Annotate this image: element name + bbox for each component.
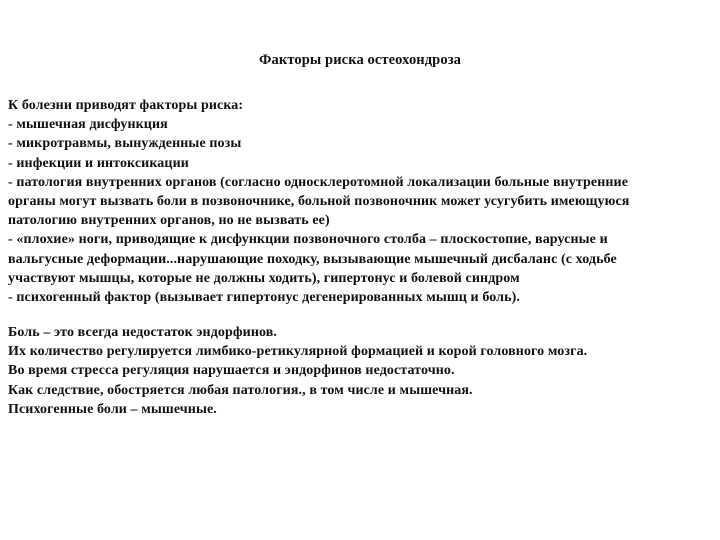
pain-line-psychogenic: Психогенные боли – мышечные. bbox=[8, 401, 217, 417]
factor-microtrauma: - микротравмы, вынужденные позы bbox=[8, 136, 242, 152]
factor-psychogenic: - психогенный фактор (вызывает гипертонус дегенерированных мышц и боль). bbox=[8, 290, 520, 306]
pain-line-stress: Во время стресса регуляция нарушается и эндорфинов недостаточно. bbox=[8, 363, 455, 379]
factors-intro-line: К болезни приводят факторы риска: bbox=[8, 98, 244, 113]
factor-bad-legs-line-2: вальгусные деформации...нарушающие походку, вызывающие мышечный дисбаланс (с ходьбе bbox=[8, 251, 617, 267]
risk-factors-block bbox=[8, 96, 713, 307]
pain-line-consequence: Как следствие, обостряется любая патология., в том числе и мышечная. bbox=[8, 382, 473, 398]
pain-line-regulation: Их количество регулируется лимбико-ретикулярной формацией и корой головного мозга. bbox=[8, 344, 588, 360]
page-title: Факторы риска остеохондроза bbox=[259, 52, 461, 68]
factor-infections: - инфекции и интоксикации bbox=[8, 155, 189, 171]
factor-internal-organs-line-2: органы могут вызвать боли в позвоночнике, больной позвоночник может усугубить имеющуюся bbox=[8, 194, 630, 210]
factor-muscle-dysfunction: - мышечная дисфункция bbox=[8, 117, 168, 133]
pain-line-endorphins: Боль – это всегда недостаток эндорфинов. bbox=[8, 325, 277, 340]
factor-bad-legs-line-3: участвуют мышцы, которые не должны ходить), гипертонус и болевой синдром bbox=[8, 270, 520, 286]
factor-internal-organs-line-1: - патология внутренних органов (согласно односклеротомной локализации больные внутренние bbox=[8, 174, 629, 190]
factor-bad-legs-line-1: - «плохие» ноги, приводящие к дисфункции позвоночного столба – плоскостопие, варусные и bbox=[8, 232, 608, 248]
pain-block bbox=[8, 323, 713, 419]
factor-internal-organs-line-3: патологию внутренних органов, но не вызвать ее) bbox=[8, 213, 330, 229]
